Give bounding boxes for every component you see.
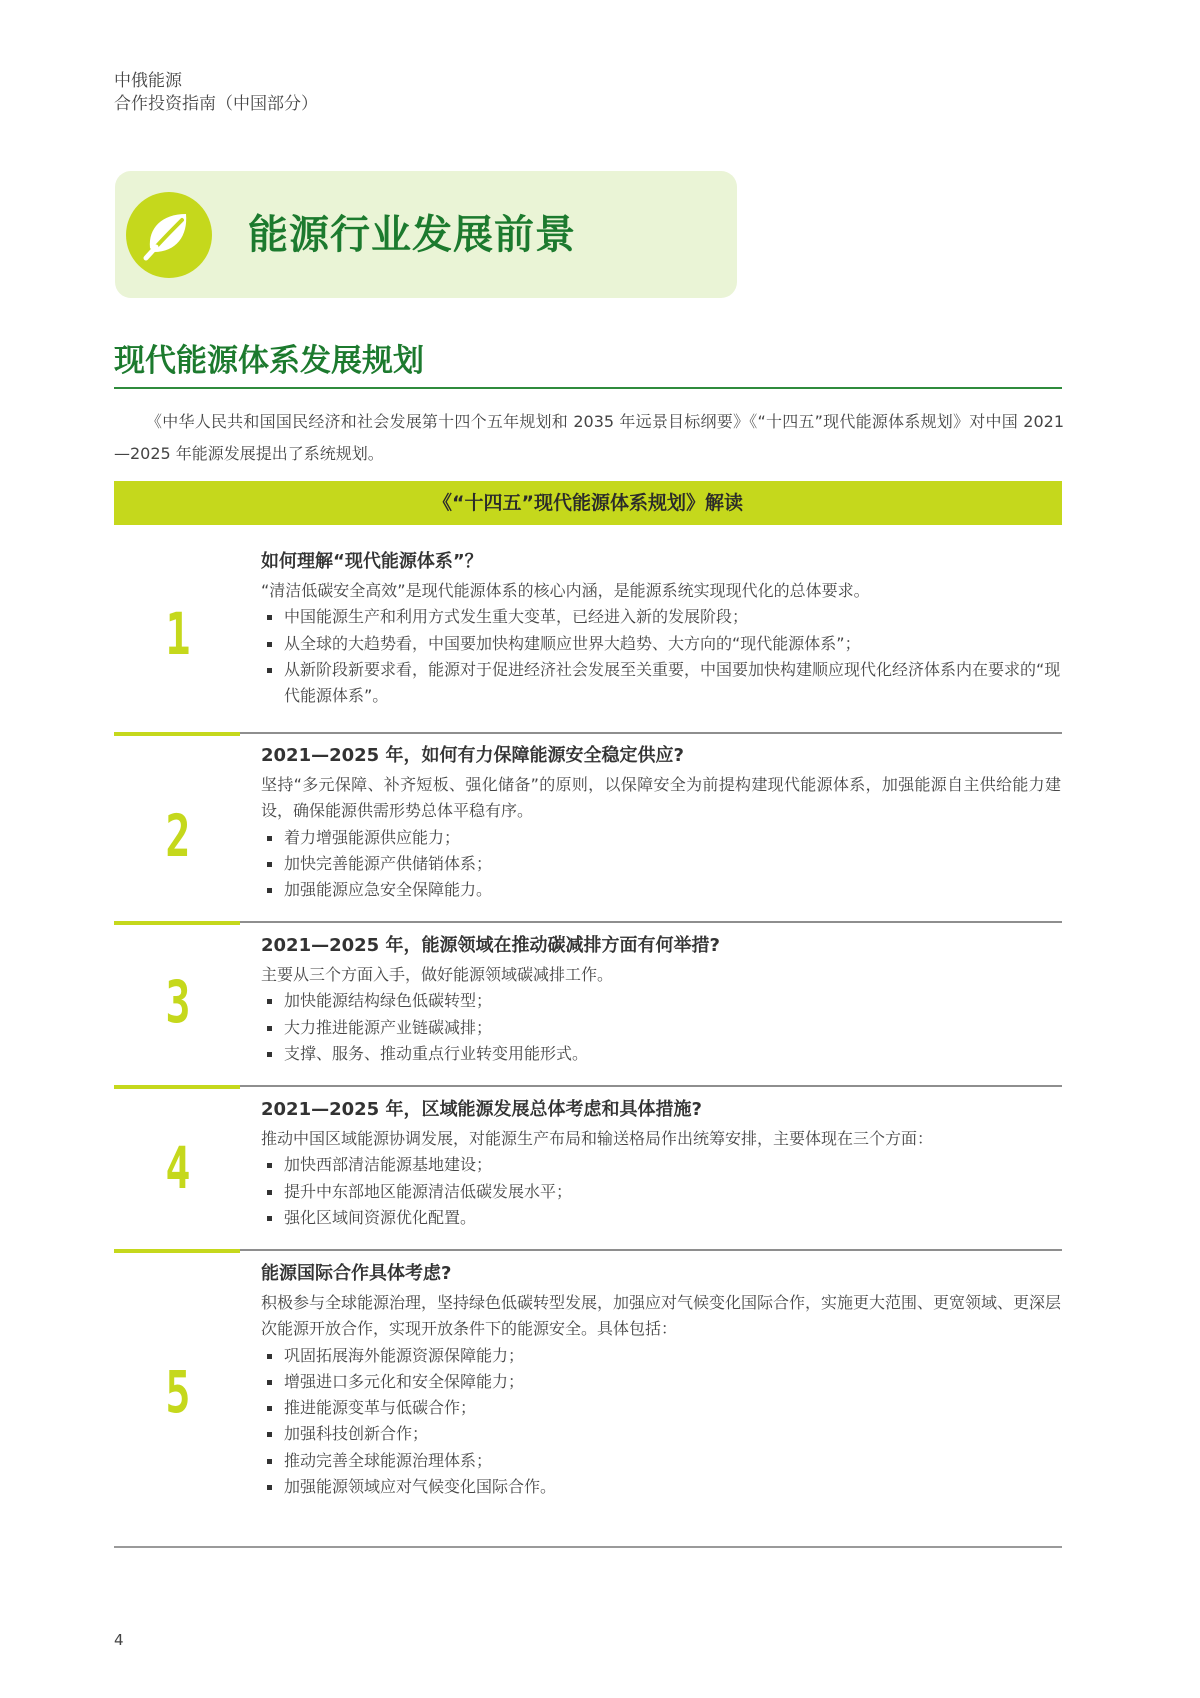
list-item: 着力增强能源供应能力； [261, 825, 1061, 851]
list-item: 推动完善全球能源治理体系； [261, 1448, 1061, 1474]
list-item: 加快完善能源产供储销体系； [261, 851, 1061, 877]
list-item: 大力推进能源产业链碳减排； [261, 1015, 1061, 1041]
list-item: 从全球的大趋势看，中国要加快构建顺应世界大趋势、大方向的“现代能源体系”； [261, 631, 1061, 657]
list-item: 加快能源结构绿色低碳转型； [261, 988, 1061, 1014]
list-item: 提升中东部地区能源清洁低碳发展水平； [261, 1179, 1061, 1205]
row-divider-accent [114, 1085, 240, 1089]
row-question: 2021—2025 年，区域能源发展总体考虑和具体措施? [261, 1099, 702, 1120]
list-item: 增强进口多元化和安全保障能力； [261, 1369, 1061, 1395]
row-number: 2 [165, 802, 191, 870]
list-item: 巩固拓展海外能源资源保障能力； [261, 1343, 1061, 1369]
row-question: 如何理解“现代能源体系”？ [261, 551, 483, 572]
row-paragraph: 坚持“多元保障、补齐短板、强化储备”的原则，以保障安全为前提构建现代能源体系，加强能源自主供给能力建设，确保能源供需形势总体平稳有序。 [261, 775, 1061, 821]
row-paragraph: “清洁低碳安全高效”是现代能源体系的核心内涵，是能源系统实现现代化的总体要求。 [261, 581, 870, 600]
list-item: 加强能源应急安全保障能力。 [261, 877, 1061, 903]
header-line-2: 合作投资指南（中国部分） [114, 94, 318, 114]
row-number: 4 [165, 1134, 191, 1202]
row-divider [240, 1249, 1062, 1251]
row-bullet-list [261, 825, 1061, 904]
list-item: 从新阶段新要求看，能源对于促进经济社会发展至关重要，中国要加快构建顺应现代化经济体系内在要求的“现代能源体系”。 [261, 657, 1061, 710]
list-item: 强化区域间资源优化配置。 [261, 1205, 1061, 1231]
row-question: 能源国际合作具体考虑? [261, 1263, 452, 1284]
chapter-banner [115, 171, 737, 298]
leaf-icon [126, 192, 212, 278]
row-paragraph: 推动中国区域能源协调发展，对能源生产布局和输送格局作出统筹安排，主要体现在三个方面： [261, 1129, 934, 1148]
row-question: 2021—2025 年，如何有力保障能源安全稳定供应? [261, 745, 684, 766]
row-number: 1 [165, 600, 191, 668]
row-bullet-list [261, 1343, 1061, 1501]
row-divider [240, 1085, 1062, 1087]
row-bullet-list [261, 604, 1061, 709]
row-question: 2021—2025 年，能源领域在推动碳减排方面有何举措? [261, 935, 720, 956]
row-divider [240, 921, 1062, 923]
list-item: 推进能源变革与低碳合作； [261, 1395, 1061, 1421]
section-divider [114, 387, 1062, 389]
list-item: 支撑、服务、推动重点行业转变用能形式。 [261, 1041, 1061, 1067]
table-header: 《“十四五”现代能源体系规划》解读 [114, 481, 1062, 525]
row-divider-accent [114, 1249, 240, 1253]
row-divider-accent [114, 732, 240, 736]
header-line-1: 中俄能源 [114, 71, 182, 91]
row-divider [240, 732, 1062, 734]
row-number: 5 [165, 1358, 191, 1426]
section-title: 现代能源体系发展规划 [114, 343, 424, 379]
document-header [114, 70, 318, 116]
row-bullet-list [261, 988, 1061, 1067]
list-item: 加强科技创新合作； [261, 1421, 1061, 1447]
row-bullet-list [261, 1152, 1061, 1231]
list-item: 加快西部清洁能源基地建设； [261, 1152, 1061, 1178]
chapter-title: 能源行业发展前景 [248, 212, 576, 258]
list-item: 加强能源领域应对气候变化国际合作。 [261, 1474, 1061, 1500]
row-paragraph: 积极参与全球能源治理，坚持绿色低碳转型发展，加强应对气候变化国际合作，实施更大范围、更宽领域、更深层次能源开放合作，实现开放条件下的能源安全。具体包括： [261, 1293, 1062, 1339]
list-item: 中国能源生产和利用方式发生重大变革，已经进入新的发展阶段； [261, 604, 1061, 630]
page-number: 4 [114, 1631, 124, 1649]
table-bottom-rule [114, 1546, 1062, 1548]
row-divider-accent [114, 921, 240, 925]
row-number: 3 [165, 968, 191, 1036]
intro-paragraph: 《中华人民共和国国民经济和社会发展第十四个五年规划和 2035 年远景目标纲要》《“十四五”现代能源体系规划》对中国 2021—2025 年能源发展提出了系统规划。 [114, 412, 1064, 463]
row-paragraph: 主要从三个方面入手，做好能源领域碳减排工作。 [261, 965, 614, 984]
